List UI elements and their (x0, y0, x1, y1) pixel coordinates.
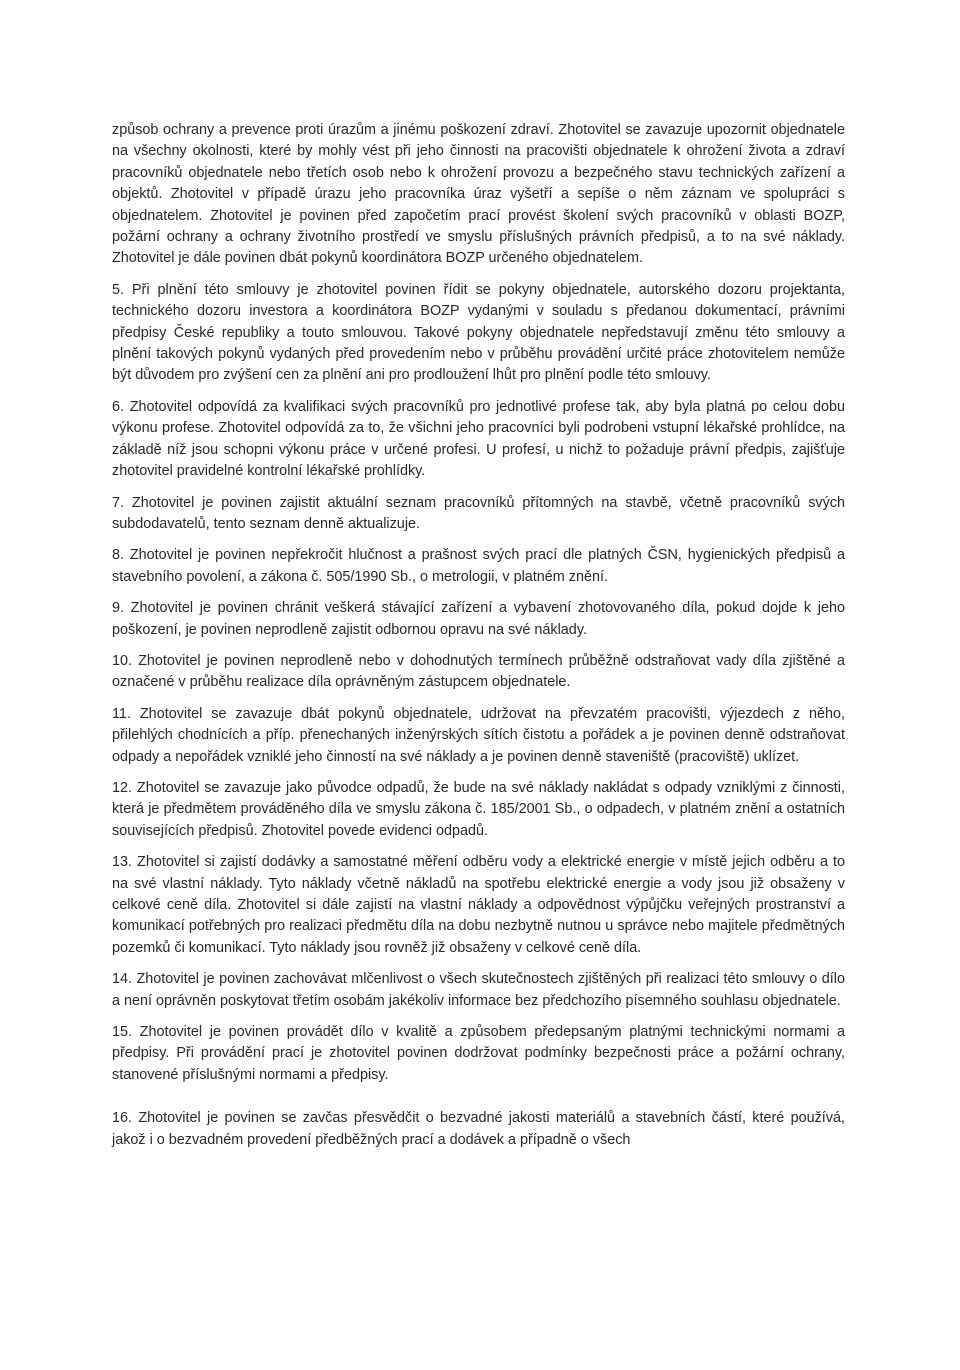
paragraph-13: 13. Zhotovitel si zajistí dodávky a samostatné měření odběru vody a elektrické energie v místě jejich odběru a to na své vlastní náklady. Tyto náklady včetně nákladů na spotřebu elektrické energie a vody jsou již obsaženy v celkové ceně díla. Zhotovitel si dále zajistí na vlastní náklady a odpovědnost výpůjčku veřejných prostranství a komunikací potřebných pro realizaci předmětu díla na dobu nezbytně nutnou u správce nebo majitele předmětných pozemků či komunikací. Tyto náklady jsou rovněž již obsaženy v celkové ceně díla. (112, 854, 845, 956)
paragraph-7: 7. Zhotovitel je povinen zajistit aktuální seznam pracovníků přítomných na stavbě, včetně pracovníků svých subdodavatelů, tento seznam denně aktualizuje. (112, 494, 845, 532)
paragraph-15: 15. Zhotovitel je povinen provádět dílo v kvalitě a způsobem předepsaným platnými technickými normami a předpisy. Při provádění prací je zhotovitel povinen dodržovat podmínky bezpečnosti práce a požární ochrany, stanovené příslušnými normami a předpisy. (112, 1024, 845, 1083)
document-body (112, 120, 845, 1161)
paragraph-8: 8. Zhotovitel je povinen nepřekročit hlučnost a prašnost svých prací dle platných ČSN, hygienických předpisů a stavebního povolení, a zákona č. 505/1990 Sb., o metrologii, v platném znění. (112, 547, 845, 585)
paragraph-14: 14. Zhotovitel je povinen zachovávat mlčenlivost o všech skutečnostech zjištěných při realizaci této smlouvy o dílo a není oprávněn poskytovat třetím osobám jakékoliv informace bez předchozího písemného souhlasu objednatele. (112, 971, 845, 1009)
paragraph-10: 10. Zhotovitel je povinen neprodleně nebo v dohodnutých termínech průběžně odstraňovat vady díla zjištěné a označené v průběhu realizace díla oprávněným zástupcem objednatele. (112, 652, 845, 691)
paragraph-16: 16. Zhotovitel je povinen se zavčas přesvědčit o bezvadné jakosti materiálů a stavebních částí, které používá, jakož i o bezvadném provedení předběžných prací a dodávek a případně o všech (112, 1110, 845, 1148)
paragraph-continuation: způsob ochrany a prevence proti úrazům a jinému poškození zdraví. Zhotovitel se zavazuje upozornit objednatele na všechny okolnosti, které by mohly vést při jeho činnosti na pracovišti objednatele k ohrožení života a zdraví pracovníků objednatele nebo třetích osob nebo k ohrožení provozu a bezpečného stavu technických zařízení a objektů. Zhotovitel v případě úrazu jeho pracovníka úraz vyšetří a sepíše o něm záznam ve spolupráci s objednatelem. Zhotovitel je povinen před započetím prací provést školení svých pracovníků v oblasti BOZP, požární ochrany a ochrany životního prostředí ve smyslu příslušných právních předpisů, a to na své náklady. Zhotovitel je dále povinen dbát pokynů koordinátora BOZP určeného objednatelem. (112, 122, 845, 267)
paragraph-6: 6. Zhotovitel odpovídá za kvalifikaci svých pracovníků pro jednotlivé profese tak, aby byla platná po celou dobu výkonu profese. Zhotovitel odpovídá za to, že všichni jeho pracovníci byli podrobeni vstupní lékařské prohlídce, na základě níž jsou schopni výkonu práce v určené profesi. U profesí, u nichž to požaduje právní předpis, zajišťuje zhotovitel pravidelné kontrolní lékařské prohlídky. (112, 398, 845, 480)
paragraph-5: 5. Při plnění této smlouvy je zhotovitel povinen řídit se pokyny objednatele, autorského dozoru projektanta, technického dozoru investora a koordinátora BOZP vydanými v souladu s předanou dokumentací, právními předpisy České republiky a touto smlouvou. Takové pokyny objednatele nepředstavují změnu této smlouvy a plnění takových pokynů vydaných před provedením nebo v průběhu provádění určité práce zhotovitelem nemůže být důvodem pro zvýšení cen za plnění ani pro prodloužení lhůt pro plnění podle této smlouvy. (112, 281, 845, 384)
paragraph-12: 12. Zhotovitel se zavazuje jako původce odpadů, že bude na své náklady nakládat s odpady vzniklými z činnosti, která je předmětem prováděného díla ve smyslu zákona č. 185/2001 Sb., o odpadech, v platném znění a ostatních souvisejících předpisů. Zhotovitel povede evidenci odpadů. (112, 779, 845, 839)
paragraph-9: 9. Zhotovitel je povinen chránit veškerá stávající zařízení a vybavení zhotovovaného díla, pokud dojde k jeho poškození, je povinen neprodleně zajistit odbornou opravu na své náklady. (112, 600, 845, 638)
paragraph-11: 11. Zhotovitel se zavazuje dbát pokynů objednatele, udržovat na převzatém pracovišti, výjezdech z něho, přilehlých chodnících a příp. přenechaných inženýrských sítích čistotu a pořádek a je povinen denně odstraňovat odpady a nepořádek vzniklé jeho činností na své náklady a je povinen denně staveniště (pracoviště) uklízet. (112, 705, 845, 765)
